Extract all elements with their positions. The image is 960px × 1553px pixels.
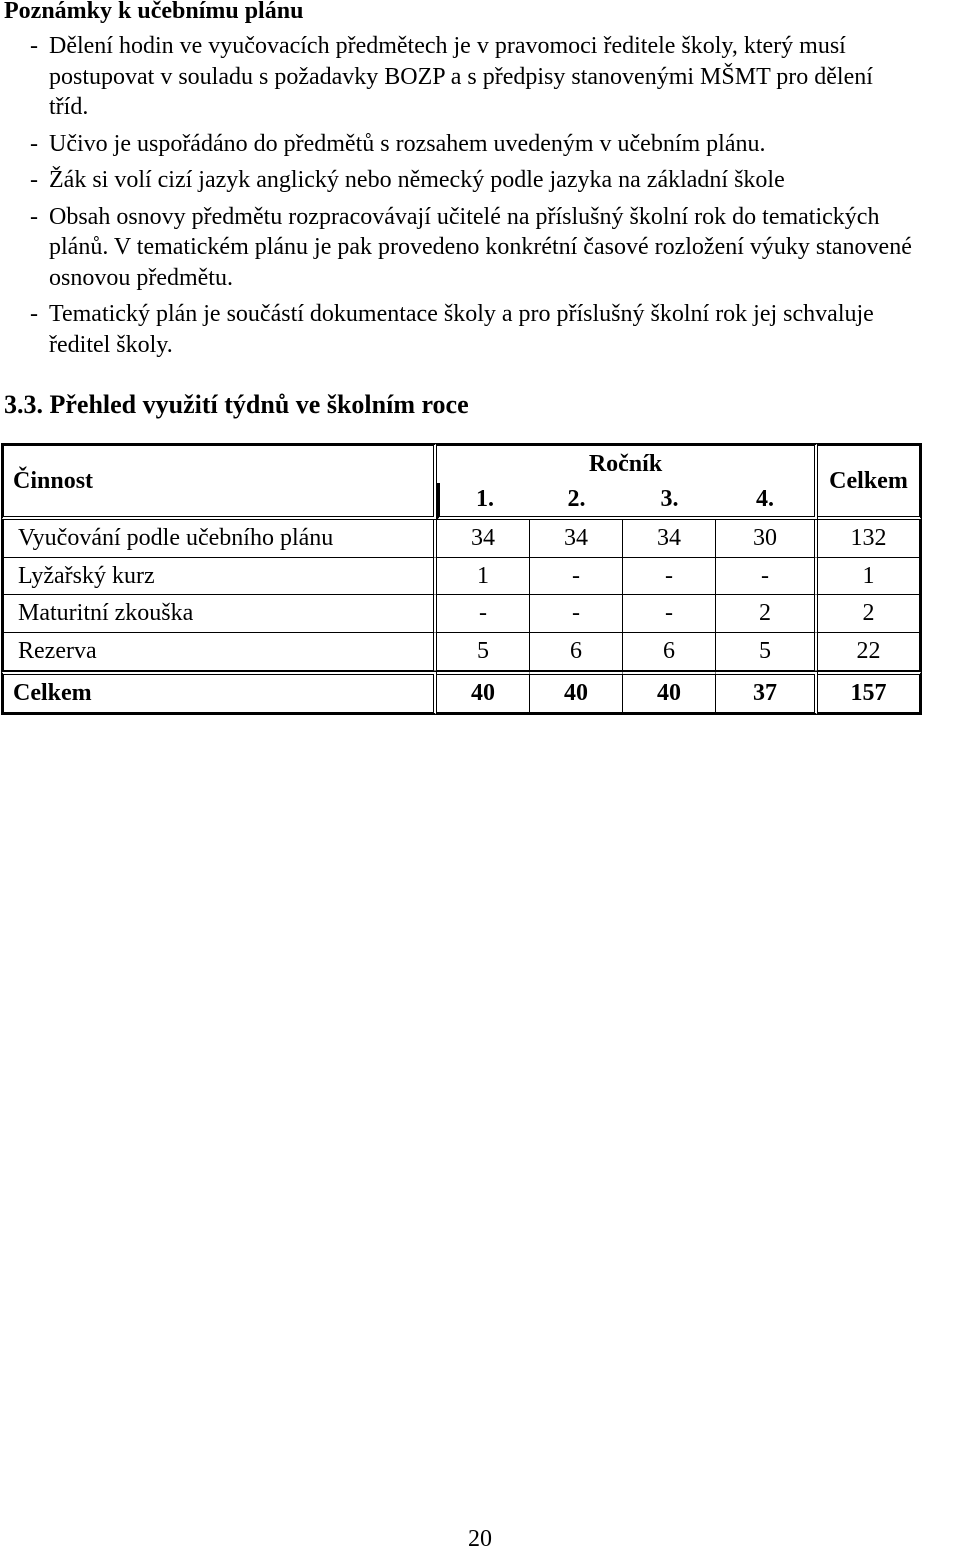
cell-grade-2: - [530, 558, 623, 595]
header-grade-3: 3. [623, 483, 716, 520]
cell-grade-3: - [623, 558, 716, 595]
table-header-row [1, 443, 922, 483]
cell-grade-4: 5 [716, 633, 818, 671]
note-item [30, 299, 960, 360]
cell-grade-3: 34 [623, 520, 716, 558]
cell-total: 132 [818, 520, 922, 558]
header-grade-4: 4. [716, 483, 818, 520]
table-row [1, 520, 922, 558]
note-item [30, 165, 960, 196]
notes-list [30, 31, 960, 360]
section-title: 3.3. Přehled využití týdnů ve školním roce [4, 390, 469, 419]
notes-heading: Poznámky k učebnímu plánu [4, 0, 304, 24]
total-grade-1: 40 [437, 671, 530, 715]
cell-grade-3: 6 [623, 633, 716, 671]
table-total-row [1, 671, 922, 715]
header-total: Celkem [818, 443, 922, 520]
row-label: Rezerva [1, 633, 437, 671]
total-label: Celkem [1, 671, 437, 715]
cell-grade-4: 2 [716, 595, 818, 633]
note-dash: - [30, 130, 38, 157]
note-item [30, 129, 960, 160]
page-number: 20 [468, 1526, 492, 1552]
header-activity: Činnost [1, 443, 437, 520]
cell-grade-1: 5 [437, 633, 530, 671]
total-grade-3: 40 [623, 671, 716, 715]
cell-total: 22 [818, 633, 922, 671]
weeks-table [1, 443, 922, 715]
table-row [1, 558, 922, 595]
header-grade-2: 2. [530, 483, 623, 520]
cell-grade-2: - [530, 595, 623, 633]
cell-grade-1: 1 [437, 558, 530, 595]
table-row [1, 633, 922, 671]
note-dash: - [30, 203, 38, 230]
note-item [30, 202, 960, 294]
header-grade-1: 1. [437, 483, 530, 520]
total-grade-2: 40 [530, 671, 623, 715]
note-text: Žák si volí cizí jazyk anglický nebo německý podle jazyka na základní škole [49, 167, 785, 193]
note-text: Učivo je uspořádáno do předmětů s rozsahem uvedeným v učebním plánu. [49, 130, 766, 157]
cell-grade-2: 6 [530, 633, 623, 671]
row-label: Maturitní zkouška [1, 595, 437, 633]
row-label: Vyučování podle učebního plánu [1, 520, 437, 558]
row-label: Lyžařský kurz [1, 558, 437, 595]
note-text: Obsah osnovy předmětu rozpracovávají učitelé na příslušný školní rok do tematických plánů. V tematickém plánu je pak provedeno konkrétní časové rozložení výuky stanovené osnovou předmětu. [49, 203, 912, 291]
cell-grade-4: 30 [716, 520, 818, 558]
cell-total: 2 [818, 595, 922, 633]
cell-grade-2: 34 [530, 520, 623, 558]
header-grade: Ročník [437, 443, 818, 483]
table-row [1, 595, 922, 633]
cell-grade-3: - [623, 595, 716, 633]
total-sum: 157 [818, 671, 922, 715]
note-text: Dělení hodin ve vyučovacích předmětech je v pravomoci ředitele školy, který musí postupovat v souladu s požadavky BOZP a s předpisy stanovenými MŠMT pro dělení tříd. [49, 33, 873, 120]
total-grade-4: 37 [716, 671, 818, 715]
note-text: Tematický plán je součástí dokumentace školy a pro příslušný školní rok jej schvaluje ředitel školy. [49, 301, 874, 358]
note-dash: - [30, 167, 38, 193]
cell-total: 1 [818, 558, 922, 595]
note-dash: - [30, 301, 38, 327]
cell-grade-1: - [437, 595, 530, 633]
note-item [30, 31, 960, 123]
cell-grade-1: 34 [437, 520, 530, 558]
note-dash: - [30, 33, 38, 59]
cell-grade-4: - [716, 558, 818, 595]
